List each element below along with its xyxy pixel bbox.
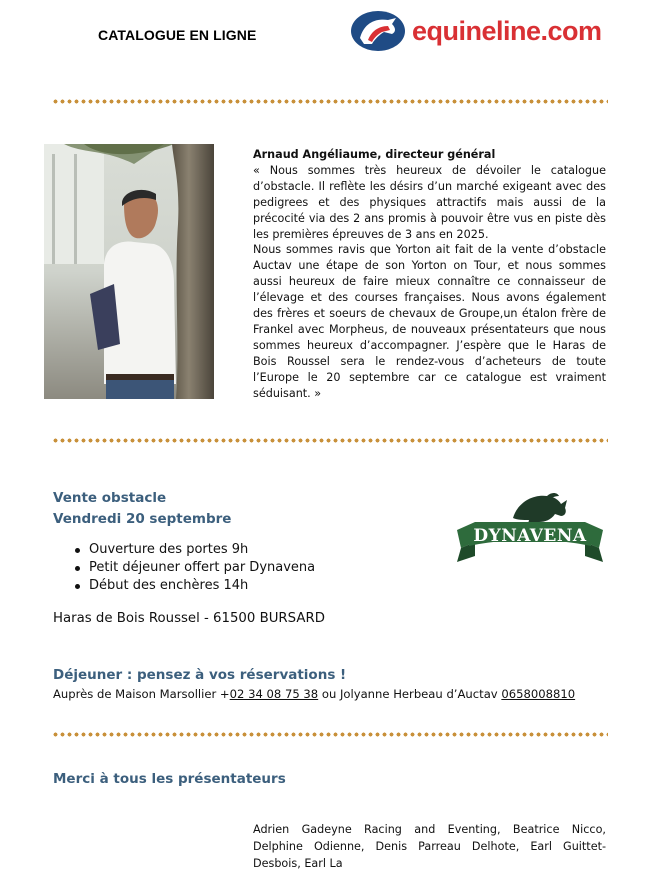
event-schedule	[53, 541, 315, 595]
event-date: Vendredi 20 septembre	[53, 511, 232, 527]
dynavena-wordmark: DYNAVENA	[473, 526, 587, 546]
phone-link-auctav[interactable]: 0658008810	[501, 687, 576, 701]
presenters-list: Adrien Gadeyne Racing and Eventing, Beatrice Nicco, Delphine Odienne, Denis Parreau Delhote, Earl Guittet-Desbois, Earl La	[253, 823, 606, 870]
director-quote	[253, 147, 606, 402]
catalogue-title: CATALOGUE EN LIGNE	[98, 27, 257, 43]
director-photo	[44, 144, 214, 399]
thanks-title: Merci à tous les présentateurs	[53, 771, 286, 787]
list-item: Ouverture des portes 9h	[73, 541, 315, 559]
quote-paragraph: « Nous sommes très heureux de dévoiler le catalogue d’obstacle. Il reflète les désirs d’un marché exigeant avec des pedigrees et des physiques attractifs mais aussi de la précocité via des 2 ans promis à pouvoir être vus en piste dès les premières épreuves de 3 ans en 2025.	[253, 163, 606, 241]
list-item: Petit déjeuner offert par Dynavena	[73, 559, 315, 577]
phone-link-marsollier[interactable]: 02 34 08 75 38	[229, 687, 319, 701]
event-title: Vente obstacle	[53, 490, 167, 506]
list-item: Début des enchères 14h	[73, 577, 315, 595]
divider	[52, 99, 608, 104]
divider	[52, 732, 608, 737]
equineline-logo[interactable]	[350, 9, 610, 53]
lunch-contact	[53, 687, 575, 701]
quote-paragraph: Nous sommes ravis que Yorton ait fait de la vente d’obstacle Auctav une étape de son Yorton on Tour, et nous sommes aussi heureux de faire mieux connaître ce connaisseur de l’élevage et des courses françaises. Nous avons également des frères et soeurs de chevaux de Groupe,un étalon frère de Frankel avec Morpheus, de nouveaux présentateurs que nous sommes heureux d’accompagner. J’espère que le Haras de Bois Roussel sera le rendez-vous d’acheteurs de toute l’Europe le 20 septembre car ce catalogue est vraiment séduisant. »	[253, 243, 606, 400]
lunch-text: Auprès de Maison Marsollier +	[53, 687, 230, 701]
dynavena-logo	[455, 490, 605, 565]
event-heading	[53, 488, 231, 530]
quote-author: Arnaud Angéliaume, directeur général	[253, 148, 496, 161]
horse-head-icon	[350, 10, 406, 52]
logo-wordmark: equineline.com	[412, 15, 602, 46]
event-address: Haras de Bois Roussel - 61500 BURSARD	[53, 611, 325, 626]
lunch-text: ou Jolyanne Herbeau d’Auctav	[318, 687, 502, 701]
lunch-title: Déjeuner : pensez à vos réservations !	[53, 667, 347, 683]
divider	[52, 438, 608, 443]
